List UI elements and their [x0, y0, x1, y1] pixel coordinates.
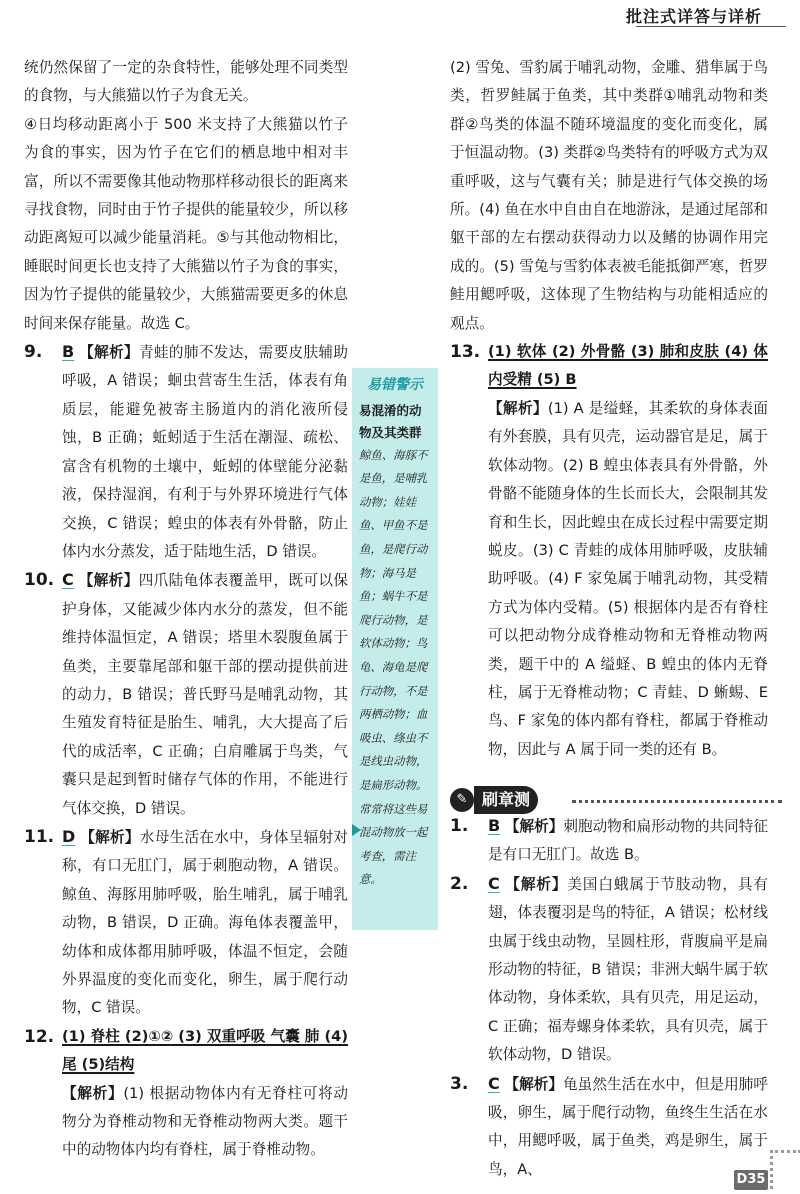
section-dotted-rule	[572, 800, 782, 803]
question-13-text: (1) A 是缢蛏，其柔软的身体表面有外套膜，具有贝壳，运动器官是足，属于软体动物。(2) B 蝗虫体表具有外骨骼，外骨骼不能随身体的生长而长大，会限制其发育和生长，因此蝗虫在成长过程中需要定期蜕皮。(3) C 青蛙的成体用肺呼吸，皮肤辅助呼吸。(4) F 家兔属于哺乳动物，其受精方式为体内受精。(5) 根据体内是否有脊柱可以把动物分成脊椎动物和无脊椎动物两类，题干中的 A 缢蛏、B 蝗虫的体内无脊柱，属于无脊椎动物；C 青蛙、D 蜥蜴、E 鸟、F 家兔的体内都有脊柱，都属于脊椎动物，因此与 A 属于同一类的还有 B。	[488, 399, 768, 758]
question-10-tag: 【解析】	[78, 572, 139, 590]
question-10-text: 四爪陆龟体表覆盖甲，既可以保护身体，又能减少体内水分的蒸发，但不能维持体温恒定，A 错误；塔里木裂腹鱼属于鱼类，主要靠尾部和躯干部的摆动提供前进的动力，B 错误；普氏野马是哺乳动物，其生殖发育特征是胎生、哺乳，大大提高了后代的成活率，C 正确；白肩雕属于鸟类，气囊只是起到暂时储存气体的作用，不能进行气体交换，D 错误。	[62, 572, 348, 817]
question-11	[24, 823, 348, 1023]
sidebar-pointer-icon	[352, 824, 361, 836]
intro-paragraph-2: ④日均移动距离小于 500 米支持了大熊猫以竹子为食的事实，因为竹子在它们的栖息地中相对丰富，所以不需要像其他动物那样移动很长的距离来寻找食物，同时由于竹子提供的能量较少，所以移动距离短可以减少能量消耗。⑤与其他动物相比，睡眠时间更长也支持了大熊猫以竹子为食的事实，因为竹子提供的能量较少，大熊猫需要更多的休息时间来保存能量。故选 C。	[24, 115, 348, 332]
question-9-text: 青蛙的肺不发达，需要皮肤辅助呼吸，A 错误；蛔虫营寄生生活，体表有角质层，能避免被寄主肠道内的消化液所侵蚀，B 正确；蚯蚓适于生活在潮湿、疏松、富含有机物的土壤中，蚯蚓的体壁能分泌黏液，保持湿润，有利于与外界环境进行气体交换，C 错误；蝗虫的体表有外骨骼，防止体内水分蒸发，适于陆地生活，D 错误。	[62, 344, 348, 560]
question-11-text: 水母生活在水中，身体呈辐射对称，有口无肛门，属于刺胞动物，A 错误。鲸鱼、海豚用肺呼吸，胎生哺乳，属于哺乳动物，B 错误，D 正确。海龟体表覆盖甲，幼体和成体都用肺呼吸，体温不恒定，会随外界温度的变化而变化，卵生，属于爬行动物，C 错误。	[62, 828, 348, 1017]
question-13	[450, 338, 768, 764]
sidebar-subtitle: 易混淆的动物及其类群	[359, 402, 422, 440]
question-13-answer: (1) 软体 (2) 外骨骼 (3) 肺和皮肤 (4) 体内受精 (5) B	[488, 343, 768, 389]
question-10-number: 10.	[24, 570, 55, 591]
question-12-continued: (2) 雪兔、雪豹属于哺乳动物，金雕、猎隼属于鸟类，哲罗鲑属于鱼类，其中类群①哺乳动物和类群②鸟类的体温不随环境温度的变化而变化，属于恒温动物。(3) 类群②鸟类特有的呼吸方式为双重呼吸，这与气囊有关；肺是进行气体交换的场所。(4) 鱼在水中自由自在地游泳，是通过尾部和躯干部的左右摆动获得动力以及鳍的协调作用完成的。(5) 雪兔与雪豹体表被毛能抵御严寒，哲罗鲑用鳃呼吸，这体现了生物结构与功能相适应的观点。	[450, 59, 768, 332]
question-11-answer: D	[62, 826, 76, 846]
sidebar-text: 鲸鱼、海豚不是鱼，是哺乳动物；娃娃鱼、甲鱼不是鱼，是爬行动物；海马是鱼；蜗牛不是爬行动物，是软体动物；鸟龟、海龟是爬行动物，不是两栖动物；血吸虫、绦虫不是线虫动物，是扁形动物。常常将这些易混动物放一起考查，需注意。	[359, 447, 428, 887]
question-11-tag: 【解析】	[80, 828, 140, 846]
corner-dotted-decoration	[770, 1150, 800, 1189]
left-column	[24, 54, 348, 1165]
section-title: 刷章测	[474, 786, 538, 814]
review-1-answer: B	[488, 816, 501, 835]
question-10	[24, 566, 348, 823]
question-9-number: 9.	[24, 342, 43, 363]
intro-paragraph-1: 统仍然保留了一定的杂食特性，能够处理不同类型的食物，与大熊猫以竹子为食无关。	[24, 59, 348, 105]
question-12-number: 12.	[24, 1026, 55, 1047]
header-divider	[636, 26, 786, 27]
review-2-number: 2.	[450, 873, 469, 894]
sidebar-title: 易错警示	[367, 377, 423, 393]
question-9-answer: B	[62, 342, 75, 362]
brush-icon: ✎	[450, 788, 474, 812]
question-9	[24, 338, 348, 566]
question-12-tag: 【解析】	[62, 1084, 124, 1102]
page-number: D35	[734, 1170, 768, 1190]
review-1-tag: 【解析】	[504, 818, 564, 835]
review-3-tag: 【解析】	[504, 1075, 564, 1093]
question-11-number: 11.	[24, 826, 55, 847]
review-question-2	[450, 870, 768, 1070]
question-12-text: (1) 根据动物体内有无脊柱可将动物分为脊椎动物和无脊椎动物两大类。题干中的动物体内均有脊柱，属于脊椎动物。	[62, 1084, 348, 1159]
error-warning-sidebar	[352, 368, 438, 930]
question-13-tag: 【解析】	[488, 399, 548, 417]
review-3-text: 龟虽然生活在水中，但是用肺呼吸，卵生，属于爬行动物，鱼终生生活在水中，用鳃呼吸，属于鱼类，鸡是卵生，属于鸟，A、	[488, 1075, 768, 1178]
review-1-text: 刺胞动物和扁形动物的共同特征是有口无肛门。故选 B。	[488, 818, 768, 864]
review-question-3	[450, 1070, 768, 1185]
chapter-test-answers	[450, 812, 768, 1184]
question-13-number: 13.	[450, 342, 481, 363]
review-1-number: 1.	[450, 816, 469, 836]
question-10-answer: C	[62, 570, 74, 590]
review-2-answer: C	[488, 873, 500, 893]
question-9-tag: 【解析】	[79, 344, 140, 362]
question-12-answer: (1) 脊柱 (2)①② (3) 双重呼吸 气囊 肺 (4)尾 (5)结构	[62, 1027, 348, 1074]
review-question-1	[450, 812, 768, 870]
review-3-number: 3.	[450, 1073, 469, 1094]
question-12	[24, 1023, 348, 1165]
review-2-text: 美国白蛾属于节肢动物，具有翅，体表覆羽是鸟的特征，A 错误；松材线虫属于线虫动物，呈圆柱形，背腹扁平是扁形动物的特征，B 错误；非洲大蜗牛属于软体动物，身体柔软，具有贝壳，用足运动，C 正确；福寿螺身体柔软，具有贝壳，属于软体动物，D 错误。	[488, 875, 768, 1064]
review-3-answer: C	[488, 1073, 500, 1093]
right-column	[450, 54, 768, 764]
review-2-tag: 【解析】	[505, 875, 568, 893]
page-header-title: 批注式详答与详析	[625, 7, 762, 26]
